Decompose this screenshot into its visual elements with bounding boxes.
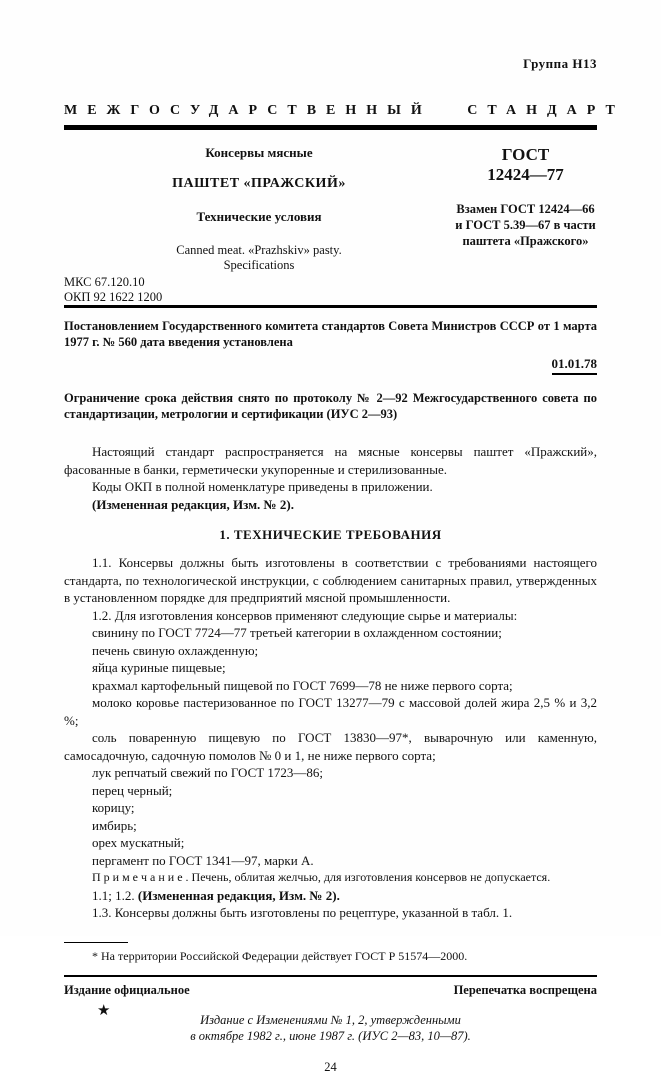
document-subject: Консервы мясные xyxy=(205,145,313,160)
okp-code: ОКП 92 1622 1200 xyxy=(64,290,163,304)
amendment-line xyxy=(64,887,597,905)
title-block xyxy=(64,145,597,273)
replaces-line1: Взамен ГОСТ 12424—66 xyxy=(456,202,595,216)
page-number: 24 xyxy=(324,1060,337,1074)
limitation-paragraph: Ограничение срока действия снято по протоколу № 2—92 Межгосударственного совета по стандартизации, метрологии и сертификации (ИУС 2—93) xyxy=(64,391,597,421)
replaces-note xyxy=(454,201,597,249)
title-english-line2: Specifications xyxy=(223,258,295,272)
clause-1-1: 1.1. Консервы должны быть изготовлены в соответствии с требованиями настоящего стандарта, по технологической инструкции, с соблюдением санитарных правил, утвержденных в установленном порядке для предприятий мясной промышленности. xyxy=(64,555,597,605)
section1-heading: 1. ТЕХНИЧЕСКИЕ ТРЕБОВАНИЯ xyxy=(219,527,442,542)
official-edition-label: Издание официальное xyxy=(64,983,190,997)
standard-type-heading: МЕЖГОСУДАРСТВЕННЫЙ СТАНДАРТ xyxy=(64,103,625,118)
decree-paragraph: Постановлением Государственного комитета стандартов Совета Министров СССР от 1 марта 1977 г. № 560 дата введения установлена xyxy=(64,319,597,349)
edition-note xyxy=(64,1012,597,1044)
group-label: Группа Н13 xyxy=(523,56,597,71)
replaces-line3: паштета «Пражского» xyxy=(462,234,589,248)
footer-rule xyxy=(64,975,597,978)
classification-codes xyxy=(64,275,597,305)
material-item: пергамент по ГОСТ 1341—97, марки А. xyxy=(92,852,314,868)
title-bottom-rule xyxy=(64,305,597,308)
intro-amendment-note: (Измененная редакция, Изм. № 2). xyxy=(92,496,294,512)
intro-paragraph-1: Настоящий стандарт распространяется на мясные консервы паштет «Пражский», фасованные в банки, герметически укупоренные и стерилизованные. xyxy=(64,444,597,477)
title-english xyxy=(64,243,454,273)
material-item: орех мускатный; xyxy=(92,835,185,850)
reprint-forbidden-label: Перепечатка воспрещена xyxy=(453,983,597,997)
footer-row xyxy=(64,983,597,998)
footnote-text: * На территории Российской Федерации действует ГОСТ Р 51574—2000. xyxy=(92,948,468,963)
material-item: соль поваренную пищевую по ГОСТ 13830—97*, выварочную или каменную, самосадочную, садочную помолов № 0 и 1, не ниже первого сорта; xyxy=(64,730,597,763)
star-icon: ★ xyxy=(97,1003,111,1019)
clause-1-2: 1.2. Для изготовления консервов применяют следующие сырье и материалы: xyxy=(92,607,518,623)
title-right-column xyxy=(454,145,597,273)
note-paragraph: П р и м е ч а н и е . Печень, облитая желчью, для изготовления консервов не допускается. xyxy=(92,870,551,884)
material-item: перец черный; xyxy=(92,782,173,798)
edition-note-line1: Издание с Изменениями № 1, 2, утвержденными xyxy=(200,1013,461,1027)
effective-date: 01.01.78 xyxy=(552,356,598,375)
footnote-separator xyxy=(64,942,128,943)
material-item: молоко коровье пастеризованное по ГОСТ 13277—79 с массовой долей жира 2,5 % и 3,2 %; xyxy=(64,695,597,728)
material-item: лук репчатый свежий по ГОСТ 1723—86; xyxy=(92,765,324,780)
gost-number: 12424—77 xyxy=(487,165,564,184)
material-item: яйца куриные пищевые; xyxy=(92,660,226,675)
gost-label: ГОСТ xyxy=(501,145,550,164)
edition-note-line2: в октябре 1982 г., июне 1987 г. (ИУС 2—83, 10—87). xyxy=(190,1029,471,1043)
material-item: свинину по ГОСТ 7724—77 третьей категории в охлажденном состоянии; xyxy=(92,625,502,640)
material-item: корицу; xyxy=(92,800,135,815)
document-title: ПАШТЕТ «ПРАЖСКИЙ» xyxy=(172,176,346,191)
header-rule xyxy=(64,125,597,130)
mks-code: МКС 67.120.10 xyxy=(64,275,145,289)
amendment-bold: (Измененная редакция, Изм. № 2). xyxy=(137,887,340,903)
intro-section xyxy=(64,443,597,513)
effective-date-row xyxy=(64,355,597,375)
intro-paragraph-2: Коды ОКП в полной номенклатуре приведены в приложении. xyxy=(92,479,433,494)
replaces-line2: и ГОСТ 5.39—67 в части xyxy=(455,218,596,232)
title-left-column xyxy=(64,145,454,273)
material-item: печень свиную охлажденную; xyxy=(92,642,259,658)
section1-body xyxy=(64,554,597,922)
material-item: имбирь; xyxy=(92,817,137,833)
amendment-prefix: 1.1; 1.2. xyxy=(92,887,138,903)
material-item: крахмал картофельный пищевой по ГОСТ 7699—78 не ниже первого сорта; xyxy=(92,677,513,693)
document-subtitle: Технические условия xyxy=(196,209,322,224)
clause-1-3: 1.3. Консервы должны быть изготовлены по рецептуре, указанной в табл. 1. xyxy=(92,905,513,920)
title-english-line1: Canned meat. «Prazhskiv» pasty. xyxy=(176,243,342,257)
